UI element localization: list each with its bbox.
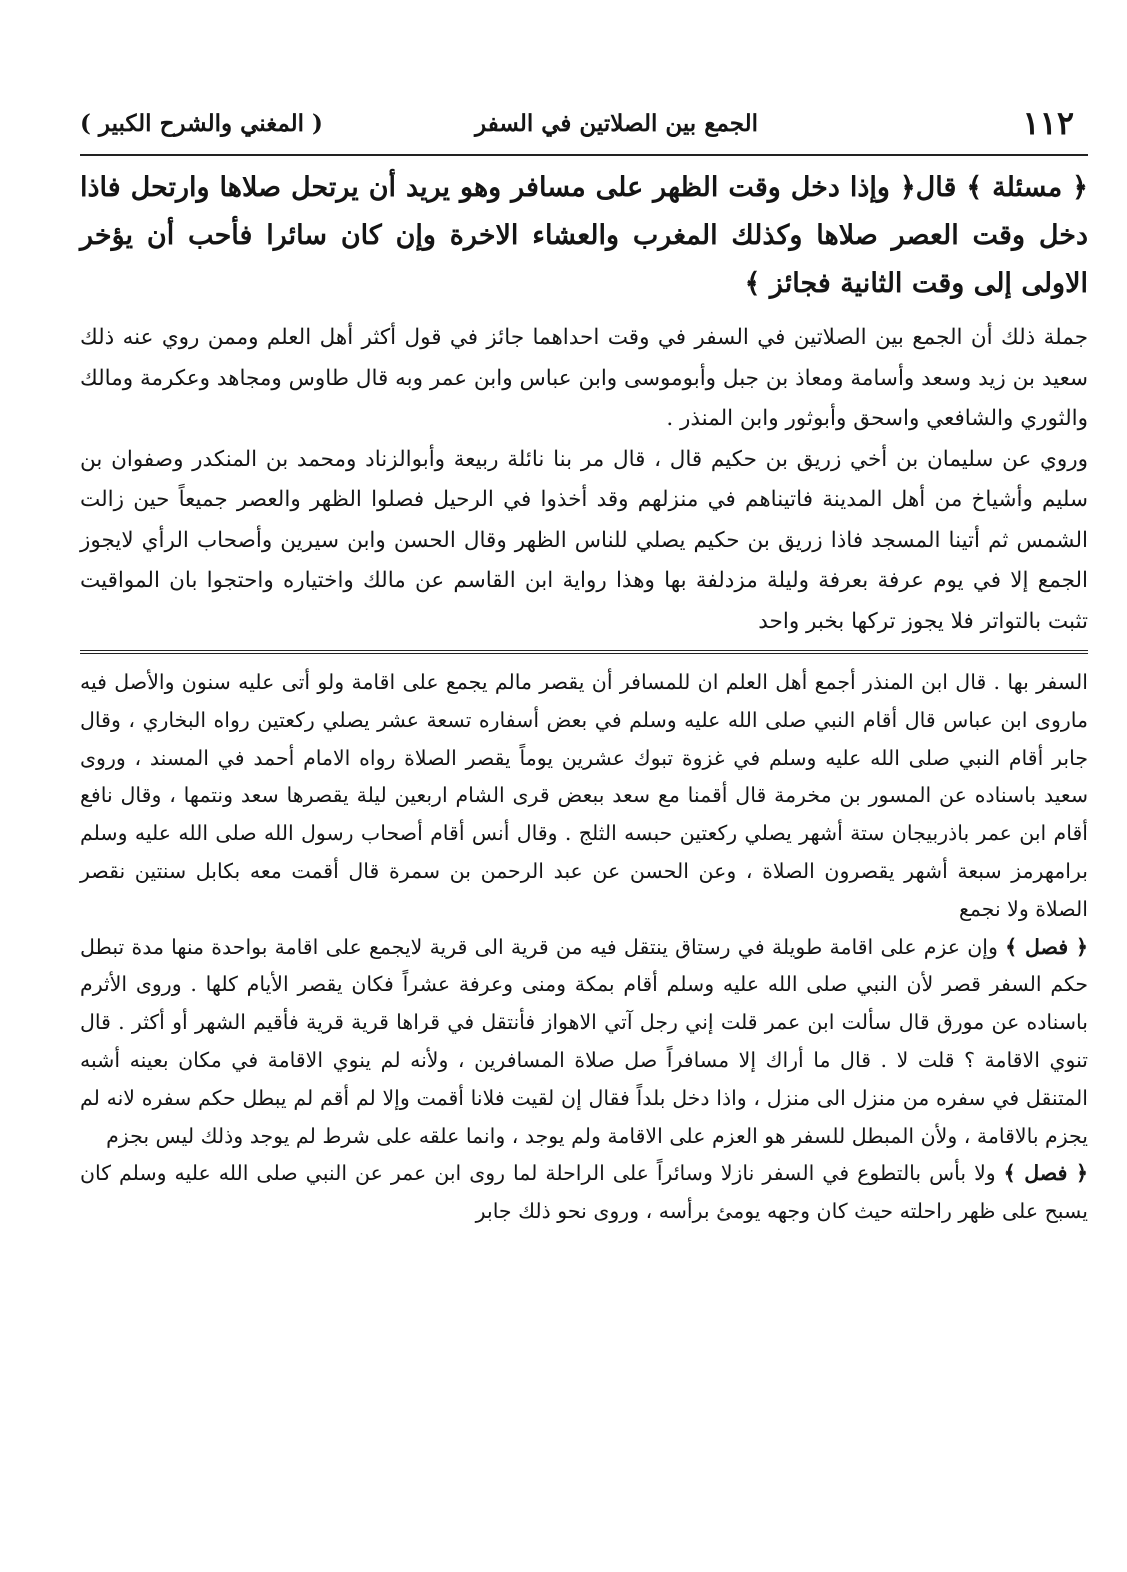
masala-text: قال﴿ وإذا دخل وقت الظهر على مسافر وهو يريد أن يرتحل صلاها وارتحل فاذا دخل وقت العصر صلاها وكذلك المغرب والعشاء الاخرة وإن كان سائرا فأحب أن يؤخر الاولى إلى وقت الثانية فجائز ﴾ [80,172,1088,299]
book-page [80,88,1088,1528]
fasl-text-2: ولا بأس بالتطوع في السفر نازلا وسائراً على الراحلة لما روى ابن عمر عن النبي صلى الله عليه وسلم كان يسبح على ظهر راحلته حيث كان وجهه يومئ برأسه ، وروى نحو ذلك جابر [80,1161,1088,1224]
commentary-paragraph-1: جملة ذلك أن الجمع بين الصلاتين في السفر في وقت احداهما جائز في قول أكثر أهل العلم وممن روي عنه ذلك سعيد بن زيد وسعد وأسامة ومعاذ بن جبل وأبوموسى وابن عباس وابن عمر وبه قال طاوس ومجاهد وعكرمة ومالك والثوري والشافعي واسحق وأبوثور وابن المنذر . [80,325,1088,431]
fasl-label-1: ﴿ فصل ﴾ [1005,934,1088,959]
masala-block [80,164,1088,308]
fasl-paragraph-2 [80,1155,1088,1231]
masala-label: ﴿ مسئلة ﴾ [966,172,1088,203]
commentary-paragraph-2: وروي عن سليمان بن أخي زريق بن حكيم قال ، قال مر بنا نائلة ربيعة وأبوالزناد ومحمد بن المنكدر وصفوان بن سليم وأشياخ من أهل المدينة فاتيناهم في منزلهم وقد أخذوا في الرحيل فصلوا الظهر والعصر جميعاً حين زالت الشمس ثم أتينا المسجد فاذا زريق بن حكيم يصلي للناس الظهر وقال الحسن وابن سيرين وأصحاب الرأي لايجوز الجمع إلا في يوم عرفة بعرفة وليلة مزدلفة بها وهذا رواية ابن القاسم عن مالك واختياره واحتجوا بان المواقيت تثبت بالتواتر فلا يجوز تركها بخبر واحد [80,446,1088,634]
section-divider [80,650,1088,654]
book-title: ( المغني والشرح الكبير ) [80,110,323,137]
notes-paragraph-1: السفر بها . قال ابن المنذر أجمع أهل العلم ان للمسافر أن يقصر مالم يجمع على اقامة ولو أتى عليه سنون والأصل فيه ماروى ابن عباس قال أقام النبي صلى الله عليه وسلم في بعض أسفاره تسعة عشر يصلي ركعتين رواه البخاري ، وقال جابر أقام النبي صلى الله عليه وسلم في غزوة تبوك عشرين يوماً يقصر الصلاة رواه الامام أحمد في المسند ، وروى سعيد باسناده عن المسور بن مخرمة قال أقمنا مع سعد ببعض قرى الشام اربعين ليلة يقصرها سعد ونتمها ، وقال نافع أقام ابن عمر باذربيجان ستة أشهر يصلي ركعتين حبسه الثلج . وقال أنس أقام أصحاب رسول الله صلى الله عليه وسلم برامهرمز سبعة أشهر يقصرون الصلاة ، وعن الحسن عن عبد الرحمن بن سمرة قال أقمت معه بكابل سنتين نقصر الصلاة ولا نجمع [80,670,1088,921]
fasl-label-2: ﴿ فصل ﴾ [1003,1161,1088,1186]
page-header [80,88,1088,156]
fasl-paragraph-1 [80,929,1088,1156]
fasl-text-1: وإن عزم على اقامة طويلة في رستاق ينتقل فيه من قرية الى قرية لايجمع على اقامة بواحدة منها مدة تبطل حكم السفر قصر لأن النبي صلى الله عليه وسلم أقام بمكة ومنى وعرفة عشراً فكان يقصر الأيام كلها . وروى الأثرم باسناده عن مورق قال سألت ابن عمر قلت إني رجل آتي الاهواز فأنتقل في قراها قرية قرية فأقيم الشهر أو أكثر . قال تنوي الاقامة ؟ قلت لا . قال ما أراك إلا مسافراً صل صلاة المسافرين ، ولأنه لم ينوي الاقامة في مكان بعينه أشبه المتنقل في سفره من منزل الى منزل ، واذا دخل بلداً فقال إن لقيت فلانا أقمت وإلا لم أقم لم يبطل حكم سفره لانه لم يجزم بالاقامة ، ولأن المبطل للسفر هو العزم على الاقامة ولم يوجد ، وانما علقه على شرط لم يوجد وذلك ليس بجزم [80,934,1088,1148]
page-number: ١١٢ [1022,104,1074,142]
section-title: الجمع بين الصلاتين في السفر [475,110,758,137]
masala-paragraph [80,164,1088,308]
lower-text-block [80,664,1088,1231]
commentary-block [80,318,1088,642]
